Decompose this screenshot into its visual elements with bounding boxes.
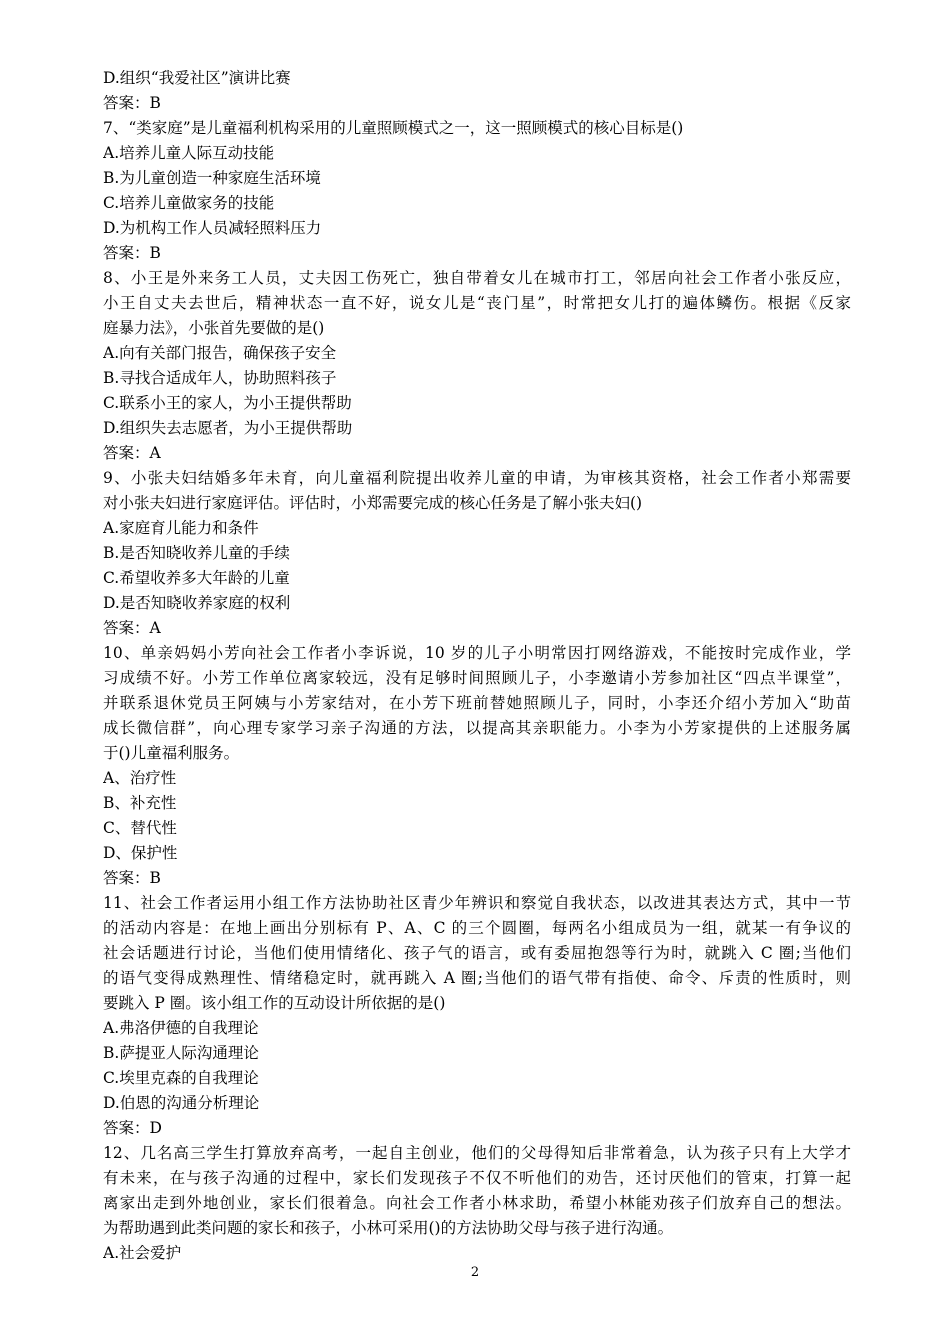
text-line: 小王自丈夫去世后，精神状态一直不好，说女儿是“丧门星”，时常把女儿打的遍体鳞伤。根据《反家 xyxy=(103,294,851,312)
text-line: B.萨提亚人际沟通理论 xyxy=(103,1044,259,1062)
text-line: B.寻找合适成年人，协助照料孩子 xyxy=(103,369,337,387)
text-line: 于()儿童福利服务。 xyxy=(103,744,240,762)
text-line: 庭暴力法》，小张首先要做的是() xyxy=(103,319,325,337)
text-line: 答案：B xyxy=(103,869,161,887)
text-line: A.家庭育儿能力和条件 xyxy=(103,519,259,537)
text-line: 对小张夫妇进行家庭评估。评估时，小郑需要完成的核心任务是了解小张夫妇() xyxy=(103,494,643,512)
text-line: 离家出走到外地创业，家长们很着急。向社会工作者小林求助，希望小林能劝孩子们放弃自己的想法。 xyxy=(103,1194,851,1212)
text-line: 成长微信群”，向心理专家学习亲子沟通的方法，以提高其亲职能力。小李为小芳家提供的上述服务属 xyxy=(103,719,851,737)
text-line: 有未来，在与孩子沟通的过程中，家长们发现孩子不仅不听他们的劝告，还讨厌他们的管束，打算一起 xyxy=(103,1169,851,1187)
text-line: C、替代性 xyxy=(103,819,177,837)
text-line: D.组织“我爱社区”演讲比赛 xyxy=(103,69,291,87)
text-line: D.伯恩的沟通分析理论 xyxy=(103,1094,260,1112)
text-line: 答案：A xyxy=(103,444,161,462)
page-number: 2 xyxy=(470,1265,480,1280)
text-line: C.联系小王的家人，为小王提供帮助 xyxy=(103,394,352,412)
text-line: 的语气变得成熟理性、情绪稳定时，就再跳入 A 圈;当他们的语气带有指使、命令、斥责的性质时，则 xyxy=(103,969,851,987)
text-line: 答案：D xyxy=(103,1119,162,1137)
text-line: A.社会爱护 xyxy=(103,1244,182,1262)
text-line: A.培养儿童人际互动技能 xyxy=(103,144,275,162)
document-body xyxy=(103,66,851,1266)
text-line: B.为儿童创造一种家庭生活环境 xyxy=(103,169,321,187)
text-line: A.弗洛伊德的自我理论 xyxy=(103,1019,259,1037)
text-line: D.组织失去志愿者，为小王提供帮助 xyxy=(103,419,353,437)
text-line: B.是否知晓收养儿童的手续 xyxy=(103,544,290,562)
text-line: 12、几名高三学生打算放弃高考，一起自主创业，他们的父母得知后非常着急，认为孩子只有上大学才 xyxy=(103,1144,851,1162)
text-line: 的活动内容是：在地上画出分别标有 P、A、C 的三个圆圈，每两名小组成员为一组，就某一有争议的 xyxy=(103,919,851,937)
text-line: A.向有关部门报告，确保孩子安全 xyxy=(103,344,337,362)
text-line: 答案：B xyxy=(103,94,161,112)
text-line: 答案：B xyxy=(103,244,161,262)
text-line: 习成绩不好。小芳工作单位离家较远，没有足够时间照顾儿子，小李邀请小芳参加社区“四点半课堂”， xyxy=(103,669,851,687)
text-line: 为帮助遇到此类问题的家长和孩子，小林可采用()的方法协助父母与孩子进行沟通。 xyxy=(103,1219,674,1237)
text-line: 并联系退休党员王阿姨与小芳家结对，在小芳下班前替她照顾儿子，同时，小李还介绍小芳加入“助苗 xyxy=(103,694,851,712)
text-line: 11、社会工作者运用小组工作方法协助社区青少年辨识和察觉自我状态，以改进其表达方式，其中一节 xyxy=(103,894,851,912)
text-line: C.埃里克森的自我理论 xyxy=(103,1069,259,1087)
text-line: B、补充性 xyxy=(103,794,177,812)
text-line: C.希望收养多大年龄的儿童 xyxy=(103,569,290,587)
text-line: A、治疗性 xyxy=(103,769,177,787)
text-line: C.培养儿童做家务的技能 xyxy=(103,194,275,212)
text-line: D.是否知晓收养家庭的权利 xyxy=(103,594,291,612)
text-line: 社会话题进行讨论，当他们使用情绪化、孩子气的语言，或有委屈抱怨等行为时，就跳入 C 圈;当他们 xyxy=(103,944,851,962)
text-line: 7、“类家庭”是儿童福利机构采用的儿童照顾模式之一，这一照顾模式的核心目标是() xyxy=(103,119,684,137)
text-line: 10、单亲妈妈小芳向社会工作者小李诉说，10 岁的儿子小明常因打网络游戏，不能按时完成作业，学 xyxy=(103,644,851,662)
text-line: 9、小张夫妇结婚多年未育，向儿童福利院提出收养儿童的申请，为审核其资格，社会工作者小郑需要 xyxy=(103,469,851,487)
text-line: D、保护性 xyxy=(103,844,178,862)
text-line: 要跳入 P 圈。该小组工作的互动设计所依据的是() xyxy=(103,994,446,1012)
text-line: 8、小王是外来务工人员，丈夫因工伤死亡，独自带着女儿在城市打工，邻居向社会工作者小张反应， xyxy=(103,269,851,287)
text-line: 答案：A xyxy=(103,619,161,637)
text-line: D.为机构工作人员减轻照料压力 xyxy=(103,219,322,237)
